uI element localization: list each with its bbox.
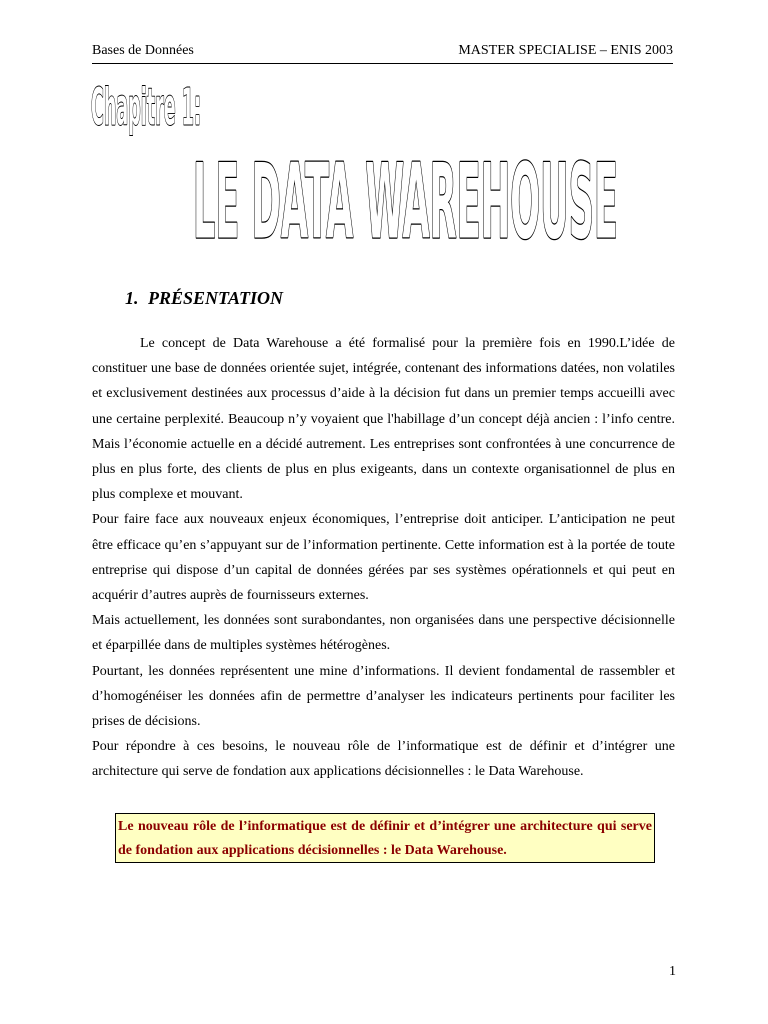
chapter-title-text: LE DATA WAREHOUSE xyxy=(193,141,618,263)
body-text xyxy=(92,331,675,785)
chapter-title-wordart xyxy=(190,135,630,263)
header-course-title: Bases de Données xyxy=(92,43,194,58)
chapter-label-wordart xyxy=(90,75,210,137)
page-header xyxy=(92,42,673,64)
section-heading xyxy=(125,286,283,310)
chapter-label xyxy=(90,75,210,137)
paragraph: Le concept de Data Warehouse a été formalisé pour la première fois en 1990.L’idée de constituer une base de données orientée sujet, intégrée, contenant des informations datées, non volatiles et exclusivement destinées aux processus d’aide à la décision fut dans un premier temps accueilli avec une certaine perplexité. Beaucoup n’y voyaient que l'habillage d’un concept déjà ancien : l’info centre. Mais l’économie actuelle en a décidé autrement. Les entreprises sont confrontées à une concurrence de plus en plus forte, des clients de plus en plus exigeants, dans un contexte organisationnel de plus en plus complexe et mouvant. xyxy=(92,336,675,503)
section-number: 1. xyxy=(125,288,139,308)
highlight-box: Le nouveau rôle de l’informatique est de définir et d’intégrer une architecture qui serve de fondation aux applications décisionnelles : le Data Warehouse. xyxy=(115,813,655,863)
page-number: 1 xyxy=(669,964,676,979)
paragraph: Mais actuellement, les données sont surabondantes, non organisées dans une perspective décisionnelle et éparpillée dans de multiples systèmes hétérogènes. xyxy=(92,613,675,654)
paragraph: Pour faire face aux nouveaux enjeux économiques, l’entreprise doit anticiper. L’anticipation ne peut être efficace qu’en s’appuyant sur de l’information pertinente. Cette information est à la portée de toute entreprise qui dispose d’un capital de données gérées par ses systèmes opérationnels et qui peut en acquérir d’autres auprès de fournisseurs externes. xyxy=(92,512,675,604)
paragraph: Pourtant, les données représentent une mine d’informations. Il devient fondamental de rassembler et d’homogénéiser les données afin de permettre d’analyser les indicateurs pertinents pour faciliter les prises de décisions. xyxy=(92,663,675,730)
section-title: PRÉSENTATION xyxy=(148,288,284,308)
header-program: MASTER SPECIALISE – ENIS 2003 xyxy=(458,43,673,58)
chapter-label-text: Chapitre 1: xyxy=(91,77,201,137)
chapter-title xyxy=(190,135,630,263)
paragraph: Pour répondre à ces besoins, le nouveau rôle de l’informatique est de définir et d’intégrer une architecture qui serve de fondation aux applications décisionnelles : le Data Warehouse. xyxy=(92,739,675,780)
